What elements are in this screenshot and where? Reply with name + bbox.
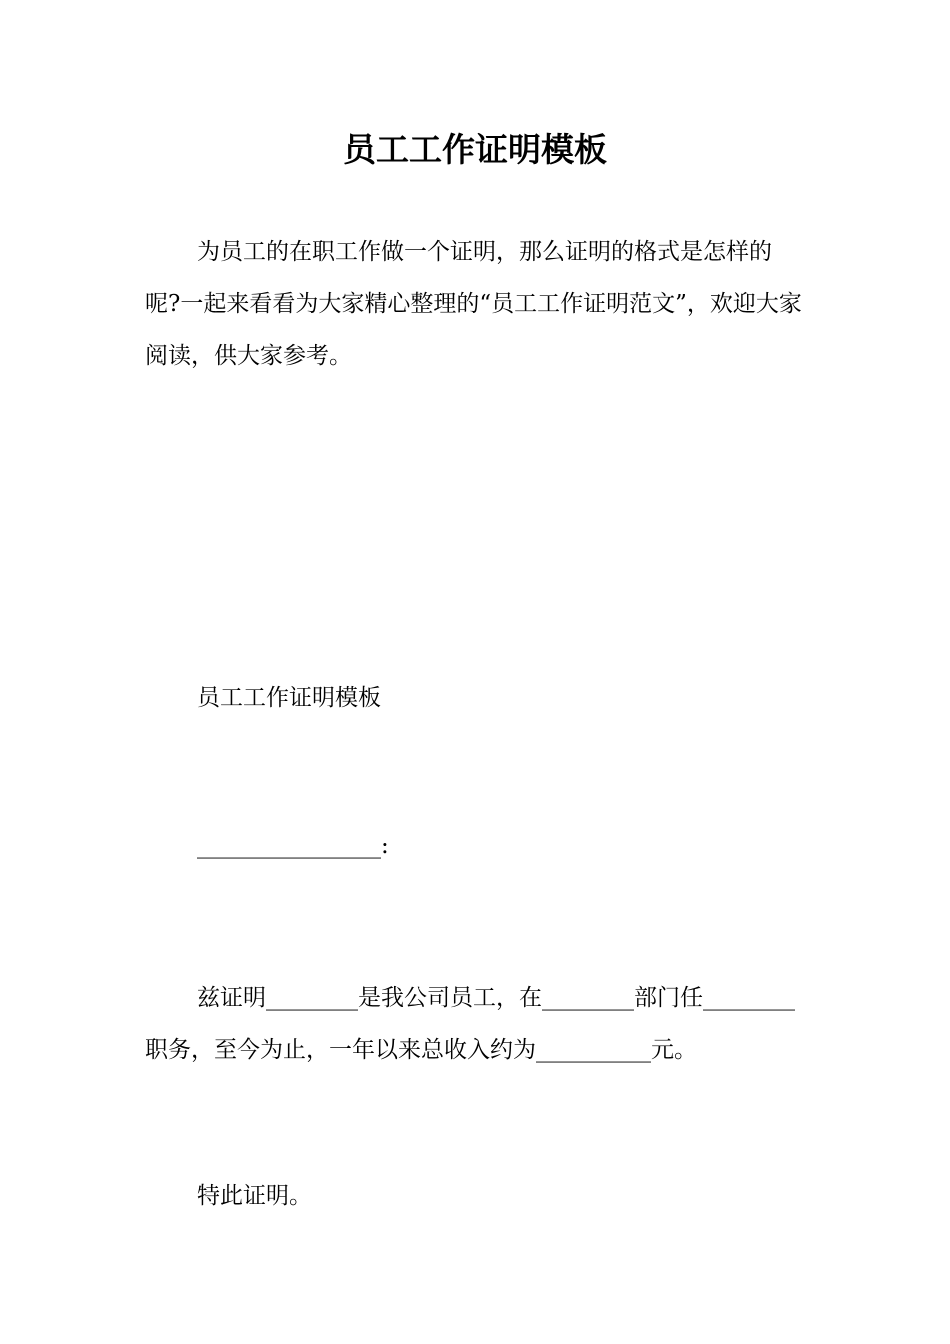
template-subtitle: 员工工作证明模板: [197, 685, 381, 711]
closing-line: 特此证明。: [197, 1183, 312, 1209]
page-title: 员工工作证明模板: [343, 130, 607, 169]
certificate-body: 兹证明________是我公司员工，在________部门任________职务，至今为止，一年以来总收入约为__________元。: [145, 985, 795, 1063]
intro-paragraph: 为员工的在职工作做一个证明，那么证明的格式是怎样的呢?一起来看看为大家精心整理的“员工工作证明范文”，欢迎大家阅读，供大家参考。: [145, 239, 802, 369]
salutation-blank: ________________:: [197, 833, 389, 859]
